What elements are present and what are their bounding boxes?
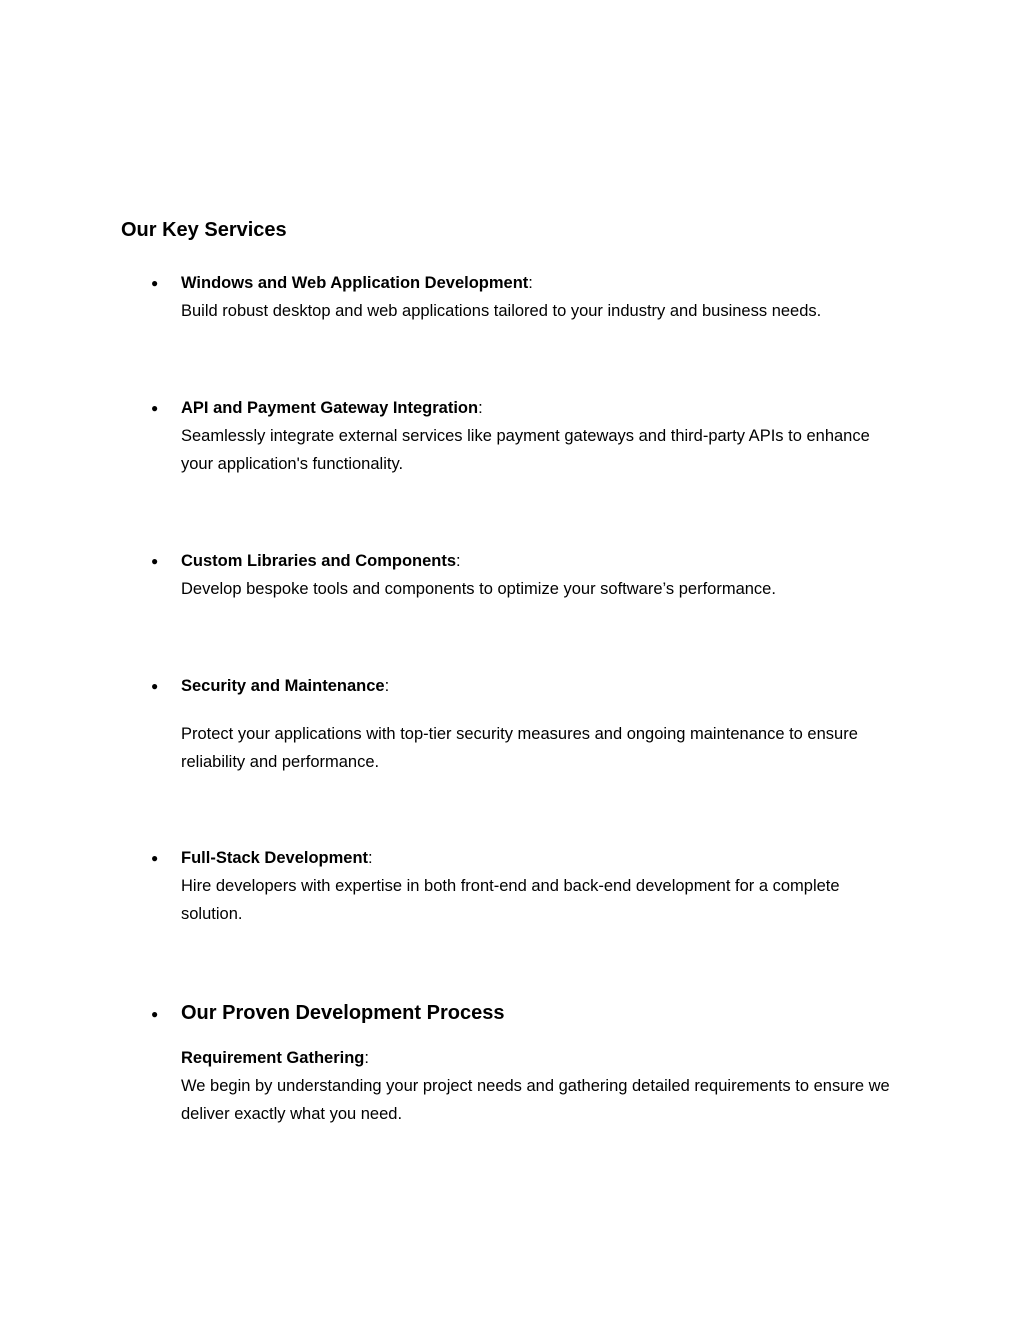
title-colon: : xyxy=(364,1049,369,1067)
service-title-line xyxy=(181,844,901,872)
service-description: Hire developers with expertise in both front-end and back-end development for a complete solution. xyxy=(181,877,840,923)
service-title-line xyxy=(181,547,901,575)
service-title: Custom Libraries and Components xyxy=(181,552,457,570)
service-item xyxy=(151,269,901,325)
service-description: Seamlessly integrate external services like payment gateways and third-party APIs to enhance your application's functionality. xyxy=(181,427,870,473)
process-step-title-line xyxy=(181,1044,901,1072)
process-step-description: We begin by understanding your project needs and gathering detailed requirements to ensure we deliver exactly what you need. xyxy=(181,1077,890,1123)
service-item xyxy=(151,394,901,478)
service-title-line xyxy=(181,269,901,297)
bullet-icon: ● xyxy=(151,1007,159,1021)
service-title-line xyxy=(181,394,901,422)
service-description: Develop bespoke tools and components to optimize your software’s performance. xyxy=(181,580,776,598)
service-title: Security and Maintenance xyxy=(181,677,385,695)
title-colon: : xyxy=(368,849,373,867)
bullet-icon: ● xyxy=(151,554,159,568)
bullet-icon: ● xyxy=(151,851,159,865)
bullet-icon: ● xyxy=(151,401,159,415)
service-title: Windows and Web Application Development xyxy=(181,274,529,292)
service-title-line xyxy=(181,672,901,700)
process-step xyxy=(181,1044,901,1128)
section-heading-process: Our Proven Development Process xyxy=(181,1002,505,1024)
service-title: API and Payment Gateway Integration xyxy=(181,399,479,417)
service-description: Protect your applications with top-tier security measures and ongoing maintenance to ensure reliability and performance. xyxy=(181,725,858,771)
title-colon: : xyxy=(456,552,461,570)
title-colon: : xyxy=(384,677,390,695)
service-item xyxy=(151,672,901,776)
section-heading-key-services: Our Key Services xyxy=(121,219,287,241)
service-title: Full-Stack Development xyxy=(181,849,369,867)
bullet-icon: ● xyxy=(151,679,159,693)
bullet-icon: ● xyxy=(151,276,159,290)
service-description: Build robust desktop and web applications tailored to your industry and business needs. xyxy=(181,302,822,320)
service-item xyxy=(151,844,901,928)
title-colon: : xyxy=(528,274,533,292)
service-item xyxy=(151,547,901,603)
process-step-title: Requirement Gathering xyxy=(181,1049,365,1067)
process-section xyxy=(151,998,901,1128)
title-colon: : xyxy=(478,399,483,417)
